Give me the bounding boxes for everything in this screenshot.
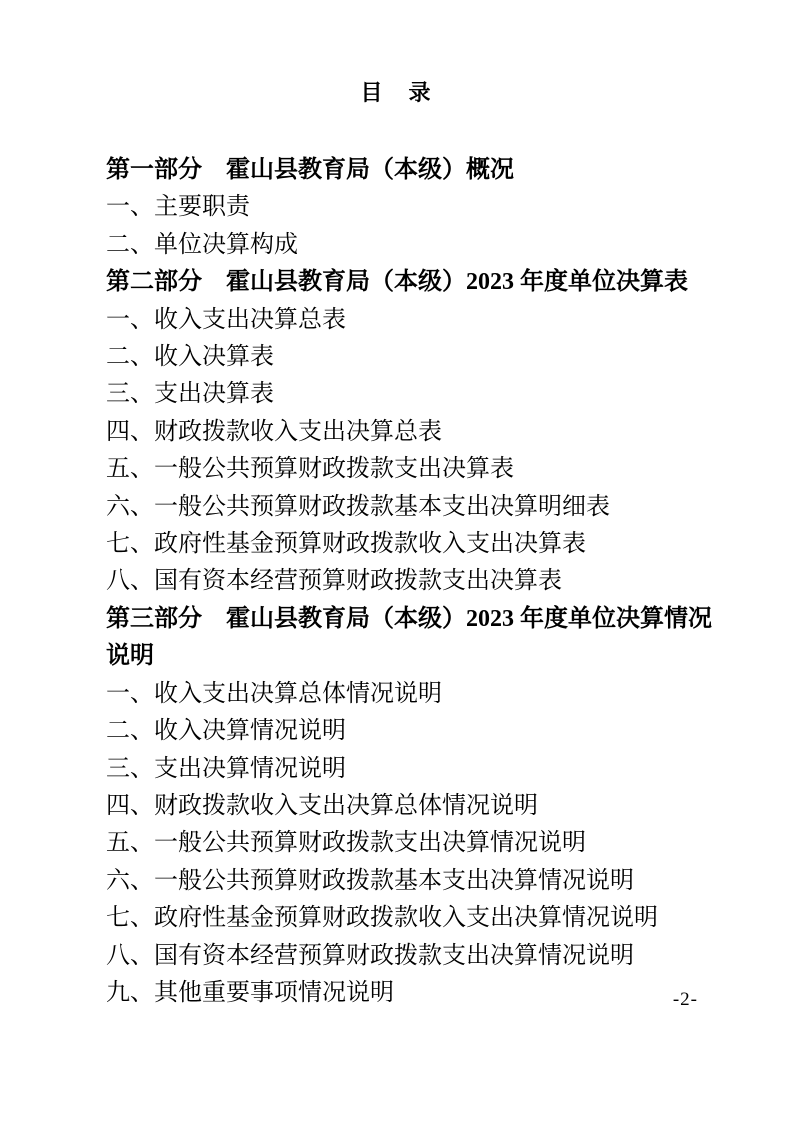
toc-title: 目 录 (360, 80, 433, 105)
toc-entry: 八、国有资本经营预算财政拨款支出决算情况说明 (106, 942, 634, 969)
page-number: -2- (672, 989, 698, 1010)
toc-entry: 四、财政拨款收入支出决算总表 (106, 418, 442, 445)
section-1-heading: 第一部分 霍山县教育局（本级）概况 (106, 157, 514, 183)
toc-entry: 七、政府性基金预算财政拨款收入支出决算表 (106, 531, 586, 558)
table-of-contents (106, 152, 718, 1012)
toc-entry: 一、收入支出决算总表 (106, 306, 346, 333)
section-3-heading-line-2: 说明 (106, 643, 154, 670)
toc-entry: 三、支出决算情况说明 (106, 755, 346, 782)
toc-entry: 六、一般公共预算财政拨款基本支出决算情况说明 (106, 867, 634, 894)
toc-entry: 九、其他重要事项情况说明 (106, 979, 394, 1006)
toc-entry: 四、财政拨款收入支出决算总体情况说明 (106, 792, 538, 819)
toc-entry: 五、一般公共预算财政拨款支出决算情况说明 (106, 830, 586, 857)
toc-entry: 二、收入决算表 (106, 344, 274, 371)
toc-entry: 二、单位决算构成 (106, 231, 298, 258)
toc-entry: 六、一般公共预算财政拨款基本支出决算明细表 (106, 493, 610, 520)
toc-entry: 五、一般公共预算财政拨款支出决算表 (106, 456, 514, 483)
section-2-heading: 第二部分 霍山县教育局（本级）2023 年度单位决算表 (106, 269, 688, 296)
toc-entry: 二、收入决算情况说明 (106, 718, 346, 745)
toc-entry: 八、国有资本经营预算财政拨款支出决算表 (106, 568, 562, 595)
toc-entry: 七、政府性基金预算财政拨款收入支出决算情况说明 (106, 905, 658, 932)
section-3-heading-line-1: 第三部分 霍山县教育局（本级）2023 年度单位决算情况 (106, 605, 712, 632)
toc-entry: 一、收入支出决算总体情况说明 (106, 680, 442, 707)
toc-entry: 三、支出决算表 (106, 381, 274, 408)
toc-entry: 一、主要职责 (106, 194, 250, 221)
